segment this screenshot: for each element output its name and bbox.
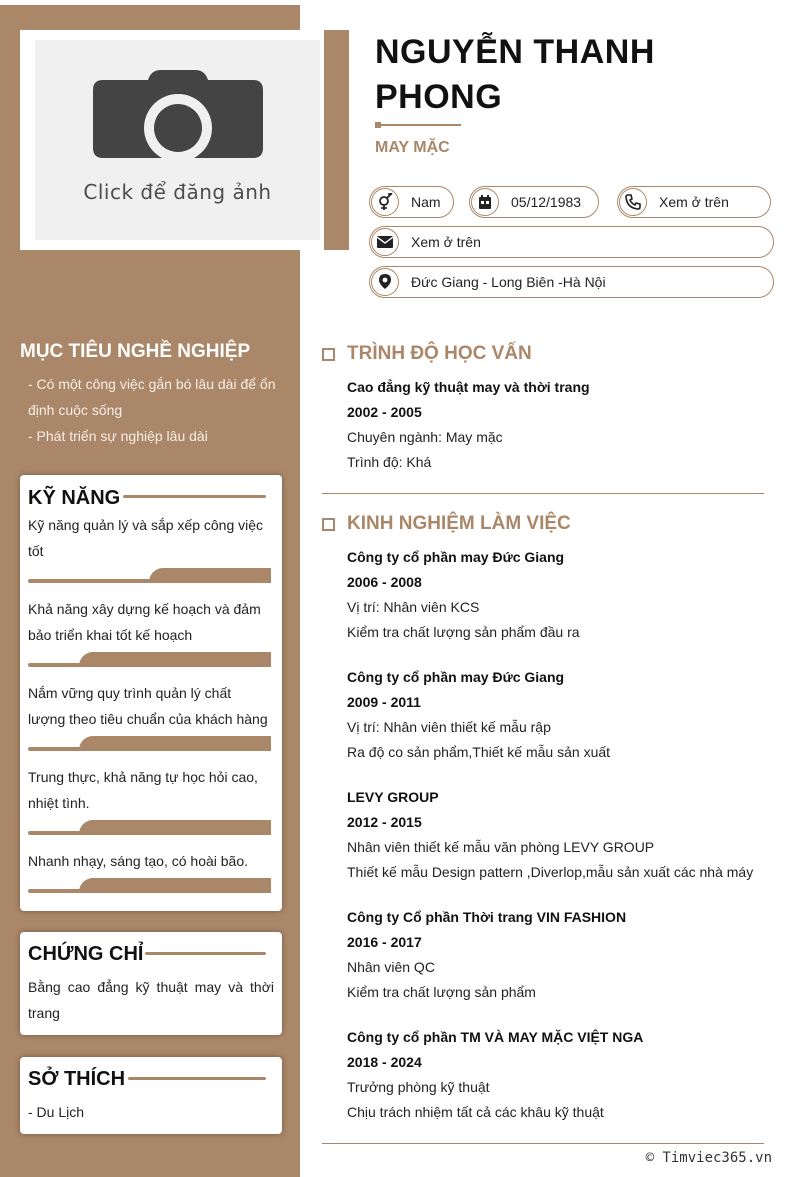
company-name: Công ty Cổ phần Thời trang VIN FASHION (347, 909, 627, 925)
experience-entry (347, 665, 772, 765)
skills-card (20, 475, 282, 911)
footer-watermark: © Timviec365.vn (645, 1150, 772, 1166)
work-period: 2006 - 2008 (347, 574, 422, 590)
company-name: Công ty cổ phần TM VÀ MAY MẶC VIỆT NGA (347, 1029, 644, 1045)
skill-level-bar (79, 878, 271, 893)
name-underline (375, 124, 461, 126)
objective-item: - Có một công việc gắn bó lâu dài để ổn định cuộc sống (28, 376, 276, 418)
education-heading (322, 343, 532, 365)
skills-title: KỸ NĂNG (28, 487, 121, 509)
job-title: MAY MẶC (375, 139, 450, 156)
education-major: Chuyên ngành: May mặc (347, 429, 503, 445)
work-description: Kiểm tra chất lượng sản phẩm (347, 984, 536, 1000)
phone-icon (619, 188, 647, 216)
birthday-field (469, 186, 599, 218)
company-name: Công ty cổ phần may Đức Giang (347, 549, 565, 565)
gender-field (369, 186, 454, 218)
camera-icon (93, 68, 263, 158)
phone-field (617, 186, 771, 218)
section-divider (322, 493, 764, 494)
address-value: Đức Giang - Long Biên -Hà Nội (411, 274, 606, 290)
experience-entry (347, 545, 772, 645)
hobbies-card (20, 1057, 282, 1134)
skill-level-bar (79, 820, 271, 835)
work-period: 2018 - 2024 (347, 1054, 422, 1070)
certificates-text: Bằng cao đẳng kỹ thuật may và thời trang (28, 979, 274, 1021)
work-position: Vị trí: Nhân viên KCS (347, 599, 480, 615)
hobbies-text: - Du Lịch (28, 1104, 85, 1120)
certificates-title-line (145, 952, 266, 955)
skill-level-bar (79, 736, 271, 751)
education-title: TRÌNH ĐỘ HỌC VẤN (347, 343, 532, 364)
skill-item: Trung thực, khả năng tự học hỏi cao, nhiệt tình. (28, 769, 258, 811)
work-position: Nhân viên thiết kế mẫu văn phòng LEVY GROUP (347, 839, 655, 855)
birthday-value: 05/12/1983 (511, 194, 582, 210)
candidate-name: NGUYỄN THANH PHONG (375, 33, 655, 116)
work-description: Kiểm tra chất lượng sản phẩm đầu ra (347, 624, 580, 640)
skill-item: Khả năng xây dựng kế hoạch và đảm bảo triển khai tốt kế hoạch (28, 601, 261, 643)
gender-icon (371, 188, 399, 216)
calendar-icon (471, 188, 499, 216)
email-field (369, 226, 774, 258)
photo-upload-caption[interactable]: Click để đăng ảnh (83, 180, 272, 204)
phone-value: Xem ở trên (659, 194, 729, 210)
work-description: Ra độ co sản phẩm,Thiết kế mẫu sản xuất (347, 744, 611, 760)
objective-item: - Phát triển sự nghiệp lâu dài (28, 428, 208, 444)
objective-title: MỤC TIÊU NGHỀ NGHIỆP (20, 341, 251, 362)
avatar-placeholder[interactable] (35, 40, 320, 240)
skill-item: Kỹ năng quản lý và sắp xếp công việc tốt (28, 517, 264, 559)
experience-title: KINH NGHIỆM LÀM VIỆC (347, 513, 571, 534)
skill-item: Nắm vững quy trình quản lý chất lượng theo tiêu chuẩn của khách hàng (28, 685, 268, 727)
hobbies-title-line (128, 1077, 266, 1080)
experience-entry (347, 905, 772, 1005)
section-divider (322, 1143, 764, 1144)
work-position: Vị trí: Nhân viên thiết kế mẫu rập (347, 719, 551, 735)
work-position: Trưởng phòng kỹ thuật (347, 1079, 490, 1095)
work-description: Chịu trách nhiệm tất cả các khâu kỹ thuật (347, 1104, 604, 1120)
company-name: LEVY GROUP (347, 789, 439, 805)
skill-level-bar (79, 652, 271, 667)
certificates-title: CHỨNG CHỈ (28, 943, 144, 965)
work-description: Thiết kế mẫu Design pattern ,Diverlop,mẫu sản xuất các nhà máy (347, 864, 754, 880)
skill-item: Nhanh nhạy, sáng tạo, có hoài bão. (28, 853, 249, 869)
certificates-card (20, 932, 282, 1035)
objective-list (28, 371, 283, 449)
education-entry (347, 375, 772, 475)
education-grade: Trình độ: Khá (347, 454, 432, 470)
header-accent-bar (324, 30, 349, 250)
company-name: Công ty cổ phần may Đức Giang (347, 669, 565, 685)
location-pin-icon (371, 268, 399, 296)
section-square-icon (322, 518, 335, 531)
experience-entry (347, 785, 772, 885)
work-period: 2012 - 2015 (347, 814, 422, 830)
skill-level-bar (149, 568, 271, 583)
address-field (369, 266, 774, 298)
hobbies-title: SỞ THÍCH (28, 1068, 126, 1090)
section-square-icon (322, 348, 335, 361)
work-position: Nhân viên QC (347, 959, 435, 975)
email-value: Xem ở trên (411, 234, 481, 250)
school-name: Cao đẳng kỹ thuật may và thời trang (347, 379, 590, 395)
work-period: 2009 - 2011 (347, 694, 421, 710)
work-period: 2016 - 2017 (347, 934, 422, 950)
gender-value: Nam (411, 194, 441, 210)
skills-title-line (123, 495, 266, 498)
experience-heading (322, 513, 571, 535)
education-period: 2002 - 2005 (347, 404, 422, 420)
experience-entry (347, 1025, 772, 1125)
envelope-icon (371, 228, 399, 256)
avatar-upload[interactable] (20, 30, 322, 250)
